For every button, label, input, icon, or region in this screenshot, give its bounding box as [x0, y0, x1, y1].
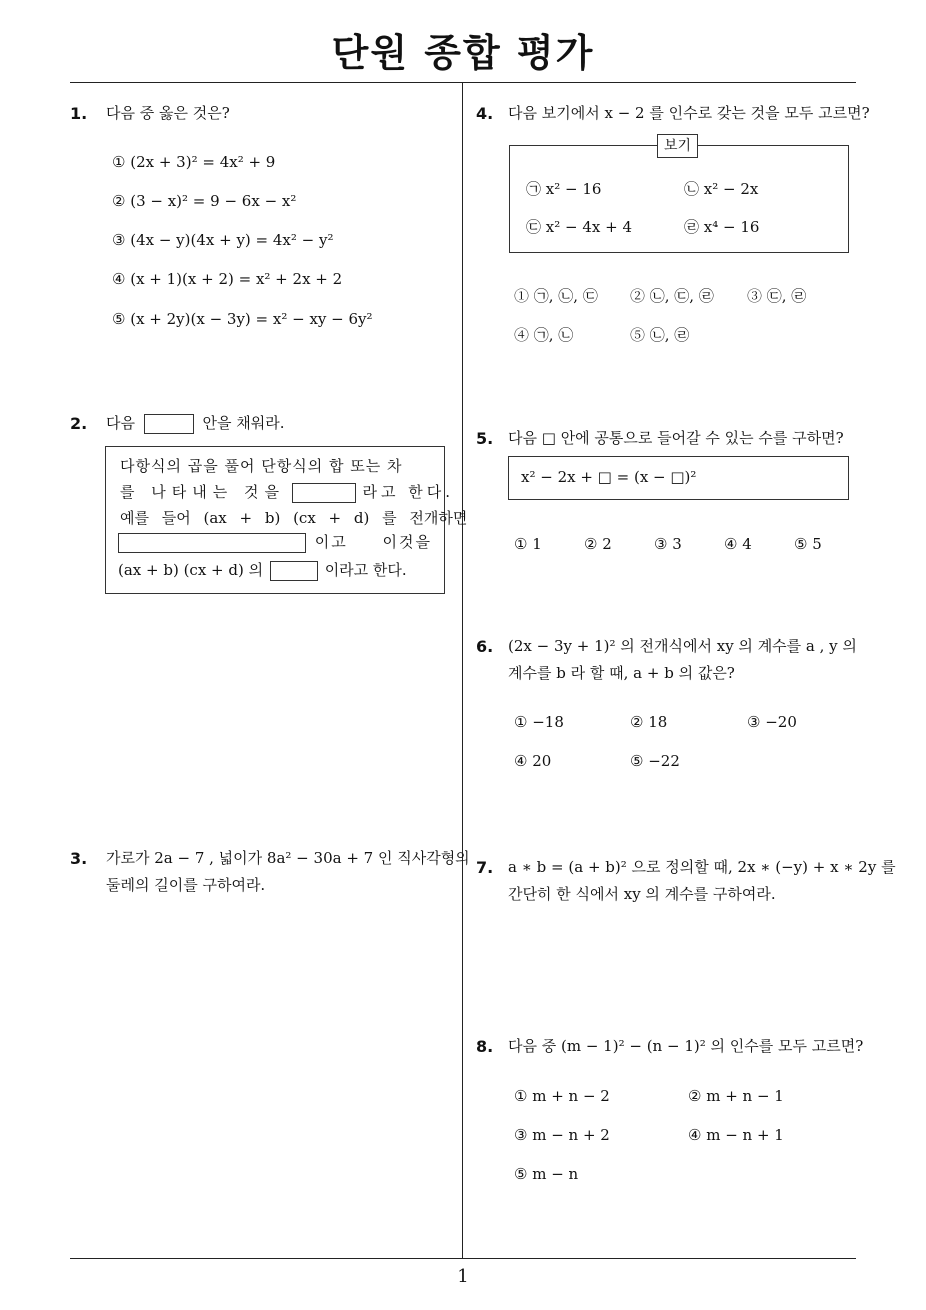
q3-number: 3. — [70, 849, 88, 868]
q4-option-1[interactable]: ① ㉠, ㉡, ㉢ — [514, 287, 598, 305]
q4-item-2: ㉡ x² − 2x — [684, 180, 759, 198]
q4-number: 4. — [476, 104, 494, 123]
q1-stem: 다음 중 옳은 것은? — [106, 104, 230, 122]
q7-line1: a ∗ b = (a + b)² 으로 정의할 때, 2x ∗ (−y) + x ∗ 2y 를 — [508, 858, 896, 876]
q1-number: 1. — [70, 104, 88, 123]
q8-option-3[interactable]: ③ m − n + 2 — [514, 1126, 610, 1144]
q2-stem-blank — [144, 414, 194, 434]
q2-blank-3 — [270, 561, 318, 581]
q5-number: 5. — [476, 429, 494, 448]
q8-option-5[interactable]: ⑤ m − n — [514, 1165, 579, 1183]
bottom-rule — [70, 1258, 856, 1259]
q2-box-line5a: (ax + b) (cx + d) 의 — [118, 561, 264, 579]
q3-line2: 둘레의 길이를 구하여라. — [106, 876, 266, 894]
q2-box-line2 — [120, 481, 454, 503]
q1-option-5[interactable]: ⑤ (x + 2y)(x − 3y) = x² − xy − 6y² — [112, 310, 373, 328]
q5-box-text: x² − 2x + □ = (x − □)² — [521, 468, 697, 486]
q6-option-3[interactable]: ③ −20 — [747, 713, 797, 731]
page-number: 1 — [457, 1266, 469, 1287]
q5-option-1[interactable]: ① 1 — [514, 535, 542, 553]
q6-option-4[interactable]: ④ 20 — [514, 752, 552, 770]
q2-box-line1: 다항식의 곱을 풀어 단항식의 합 또는 차 — [120, 457, 403, 475]
q2-stem-before: 다음 — [106, 414, 135, 432]
q1-option-4[interactable]: ④ (x + 1)(x + 2) = x² + 2x + 2 — [112, 270, 343, 288]
q2-blank-1 — [292, 483, 356, 503]
q7-line2: 간단히 한 식에서 xy 의 계수를 구하여라. — [508, 885, 776, 903]
q6-option-2[interactable]: ② 18 — [630, 713, 668, 731]
q3-line1: 가로가 2a − 7 , 넓이가 8a² − 30a + 7 인 직사각형의 — [106, 849, 470, 867]
q4-option-4[interactable]: ④ ㉠, ㉡ — [514, 326, 574, 344]
q4-option-5[interactable]: ⑤ ㉡, ㉣ — [630, 326, 690, 344]
q4-option-3[interactable]: ③ ㉢, ㉣ — [747, 287, 807, 305]
q4-stem: 다음 보기에서 x − 2 를 인수로 갖는 것을 모두 고르면? — [508, 104, 870, 122]
column-divider — [462, 83, 463, 1258]
q2-box-line4-text: 이고 이것을 — [314, 533, 432, 551]
q6-option-5[interactable]: ⑤ −22 — [630, 752, 680, 770]
q5-box — [508, 456, 849, 500]
page-title: 단원 종합 평가 — [331, 31, 595, 75]
q1-option-2[interactable]: ② (3 − x)² = 9 − 6x − x² — [112, 192, 297, 210]
q2-box-line2b: 라고 한다. — [362, 483, 455, 501]
q5-option-2[interactable]: ② 2 — [584, 535, 612, 553]
q4-item-4: ㉣ x⁴ − 16 — [684, 218, 760, 236]
q8-option-4[interactable]: ④ m − n + 1 — [688, 1126, 784, 1144]
q4-option-2[interactable]: ② ㉡, ㉢, ㉣ — [630, 287, 714, 305]
q6-line2: 계수를 b 라 할 때, a + b 의 값은? — [508, 664, 735, 682]
q2-blank-2 — [118, 533, 306, 553]
q5-option-3[interactable]: ③ 3 — [654, 535, 682, 553]
q8-number: 8. — [476, 1037, 494, 1056]
q2-stem-after: 안을 채워라. — [202, 414, 285, 432]
q4-box-label: 보기 — [657, 134, 698, 158]
q2-box-line5b: 이라고 한다. — [324, 561, 407, 579]
q1-option-3[interactable]: ③ (4x − y)(4x + y) = 4x² − y² — [112, 231, 334, 249]
q8-option-2[interactable]: ② m + n − 1 — [688, 1087, 784, 1105]
top-rule — [70, 82, 856, 83]
q6-option-1[interactable]: ① −18 — [514, 713, 564, 731]
q4-item-3: ㉢ x² − 4x + 4 — [526, 218, 632, 236]
q6-number: 6. — [476, 637, 494, 656]
q1-option-1[interactable]: ① (2x + 3)² = 4x² + 9 — [112, 153, 276, 171]
q5-option-5[interactable]: ⑤ 5 — [794, 535, 822, 553]
q2-box-line5 — [118, 559, 407, 581]
q2-box — [105, 446, 468, 594]
q7-number: 7. — [476, 858, 494, 877]
q2-number: 2. — [70, 414, 88, 433]
q6-line1: (2x − 3y + 1)² 의 전개식에서 xy 의 계수를 a , y 의 — [508, 637, 857, 655]
q2-box-line3: 예를 들어 (ax + b) (cx + d) 를 전개하면 — [120, 509, 468, 527]
q8-stem: 다음 중 (m − 1)² − (n − 1)² 의 인수를 모두 고르면? — [508, 1037, 864, 1055]
q2-box-line4 — [118, 531, 432, 553]
q2-box-line2a: 를 나타내는 것을 — [120, 483, 285, 501]
q4-item-1: ㉠ x² − 16 — [526, 180, 602, 198]
q2-stem — [106, 410, 285, 437]
q8-option-1[interactable]: ① m + n − 2 — [514, 1087, 610, 1105]
q5-stem: 다음 □ 안에 공통으로 들어갈 수 있는 수를 구하면? — [508, 429, 844, 447]
q5-option-4[interactable]: ④ 4 — [724, 535, 752, 553]
